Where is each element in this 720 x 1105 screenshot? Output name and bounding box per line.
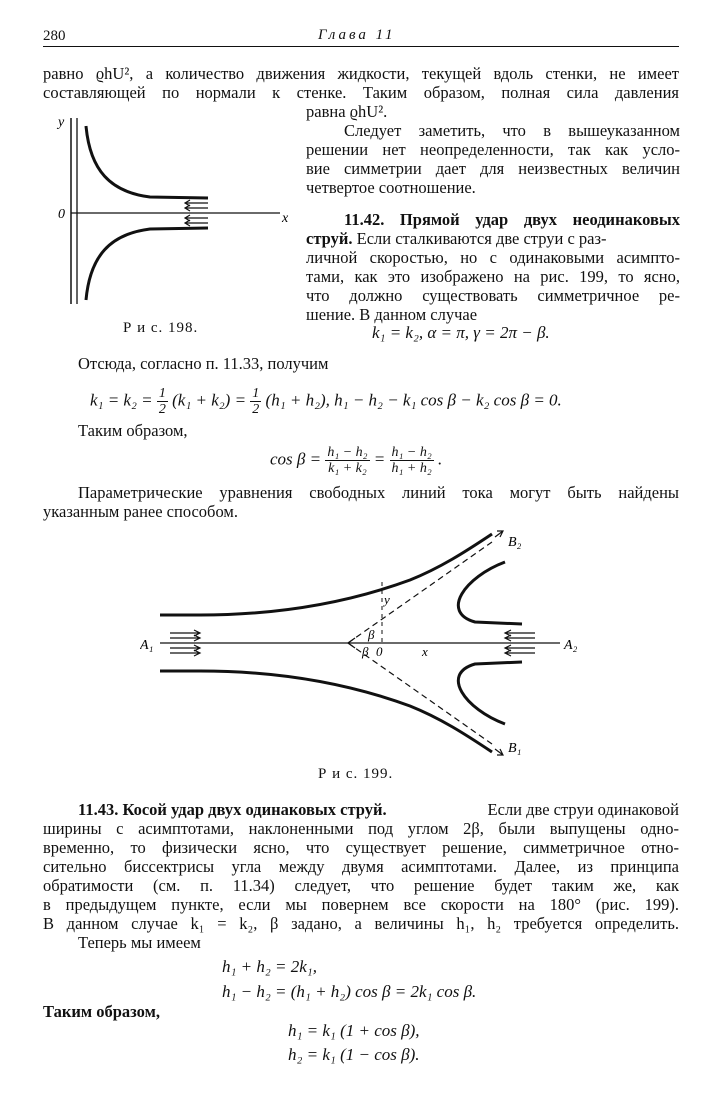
fraction-den: k₁ + k₂ [328,461,367,476]
fig199-origin-label: 0 [376,644,383,659]
fig198-origin-label: 0 [58,207,65,222]
text-line: Таким образом, [43,1002,160,1021]
fraction-num: h₁ − h₂ [391,445,432,460]
text-line: В данном случае k₁ = k₂, β задано, а величины h₁, h₂ требуется определить. [43,914,679,933]
fraction [390,445,434,476]
arrow-icon [495,531,503,537]
text-line: решении нет неопределенности, так как усло- [306,140,680,159]
upper-inner-streamline [458,562,522,624]
text-line: Таким образом, [78,421,188,440]
equation-6: h₁ = k₁ (1 + cos β), [288,1021,420,1040]
text-fragment: Если две струи одинаковой [487,800,679,819]
eq3-part: cos β = [270,449,322,469]
eq2-part: (k₁ + k₂) = [172,390,247,410]
text-line: ширины с асимптотами, наклоненными под углом 2β, были выпущены одно- [43,819,679,838]
fig199-x-label: x [422,644,428,659]
equation-5: h₁ − h₂ = (h₁ + h₂) cos β = 2k₁ cos β. [222,982,477,1001]
equation-2 [90,386,562,417]
equation-7: h₂ = k₁ (1 − cos β). [288,1045,420,1064]
fraction-den: h₁ + h₂ [391,461,432,476]
fraction-num: 1 [158,386,166,401]
header-rule [43,46,679,47]
fraction-num: 1 [252,386,260,401]
text-line: личной скоростью, но с одинаковыми асимпто- [306,248,680,267]
text-line: Следует заметить, что в вышеуказанном [344,121,680,140]
text-line: Теперь мы имеем [78,933,201,952]
label-b1: B₁ [508,741,522,756]
equation-1: k₁ = k₂, α = π, γ = 2π − β. [372,323,550,342]
fig199-y-label: y [384,592,390,607]
text-line: сительно биссектрисы угла между двумя асимптотами. Далее, из принципа [43,857,679,876]
text-line: шение. В данном случае [306,305,478,324]
fraction [325,445,369,476]
upper-outer-streamline [160,534,492,615]
arrow-icon [185,220,208,226]
chapter-title: Глава 11 [318,27,396,43]
fig198-x-label: x [282,211,289,226]
section-heading-11-43: 11.43. Косой удар двух одинаковых струй. [78,800,387,819]
equation-4: h₁ + h₂ = 2k₁, [222,957,317,976]
lower-outer-streamline [160,671,492,752]
text-line: тами, как это изображено на рис. 199, то ясно, [306,267,680,286]
upper-free-streamline [86,126,208,198]
label-b2: B₂ [508,535,522,550]
label-a1: A₁ [140,638,154,653]
text-line: обратимости (см. п. 11.34) следует, что решение будет таким же, как [43,876,679,895]
section-heading-11-42: 11.42. Прямой удар двух неодинаковых [344,210,680,229]
eq2-part: (h₁ + h₂), h₁ − h₂ − k₁ cos β − k₂ cos β = 0. [265,390,562,410]
text-line: Отсюда, согласно п. 11.33, получим [78,354,329,373]
fraction-den: 2 [252,402,260,417]
arrow-icon [185,200,208,206]
lower-free-streamline [86,228,208,300]
text-line [78,800,679,819]
fig199-beta-lower: β [362,644,369,659]
fig198-y-label: y [58,115,65,130]
text-line: временно, то физически ясно, что существует решение, симметричное отно- [43,838,679,857]
page-number: 280 [43,28,66,44]
eq2-part: k₁ = k₂ = [90,390,153,410]
arrow-icon [505,650,535,656]
text-line: указанным ранее способом. [43,502,238,521]
fraction-half [250,386,261,417]
label-a2: A₂ [564,638,578,653]
text-line: в предыдущем пункте, если мы повернем все скорости на 180° (рис. 199). [43,895,679,914]
fig199-beta-upper: β [368,627,375,642]
fraction-num: h₁ − h₂ [327,445,368,460]
figure-198-caption: Р и с. 198. [123,320,199,336]
fraction-den: 2 [158,402,166,417]
text-line: равна ϱhU². [306,102,388,121]
text-fragment: Если сталкиваются две струи с раз- [356,229,607,248]
arrow-icon [185,215,208,221]
arrow-icon [185,205,208,211]
text-line: составляющей по нормали к стенке. Таким образом, полная сила давления [43,83,679,102]
fraction-half [157,386,168,417]
text-line: четвертое соотношение. [306,178,476,197]
text-line [306,229,680,248]
figure-198 [50,108,300,318]
arrow-icon [505,635,535,641]
arrow-icon [170,635,200,641]
figure-199-caption: Р и с. 199. [318,766,394,782]
arrow-icon [170,650,200,656]
equation-3: cos β = $\frac{\text{h₁ − h₂}}{\text{k₁ + k₂}}$ = $\frac{\text{h₁ − h₂}}{\text{h₁ + h₂}}$ . [270,445,443,476]
figure-199 [140,522,590,767]
text-line: Параметрические уравнения свободных линий тока могут быть найдены [78,483,679,502]
section-heading-11-42-cont: струй. [306,229,353,248]
lower-inner-streamline [458,662,522,724]
arrow-icon [495,749,503,755]
text-line: что должно существовать симметричное ре- [306,286,680,305]
text-line: равно ϱhU², а количество движения жидкости, текущей вдоль стенки, не имеет [43,64,679,83]
text-line: вие симметрии дает для неизвестных величин [306,159,680,178]
